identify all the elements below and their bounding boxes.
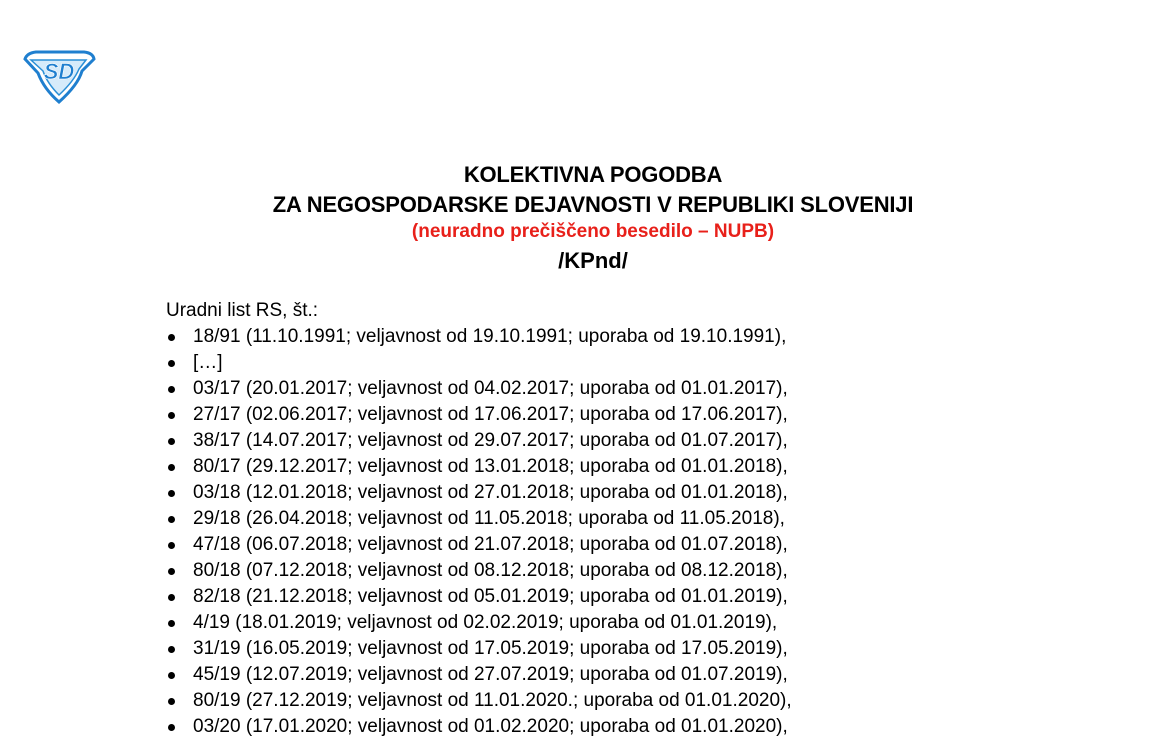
list-item [166, 480, 1126, 506]
list-item [166, 454, 1126, 480]
gazette-entry: 18/91 (11.10.1991; veljavnost od 19.10.1991; uporaba od 19.10.1991), [193, 326, 787, 347]
list-item [166, 350, 1126, 376]
gazette-entry: 4/19 (18.01.2019; veljavnost od 02.02.2019; uporaba od 01.01.2019), [193, 612, 778, 633]
gazette-entry: 80/17 (29.12.2017; veljavnost od 13.01.2018; uporaba od 01.01.2018), [193, 456, 788, 477]
document-header [0, 160, 1157, 278]
bullet-icon [168, 360, 175, 367]
list-item [166, 428, 1126, 454]
bullet-icon [168, 334, 175, 341]
sd-union-logo [22, 47, 96, 105]
gazette-entry: 03/18 (12.01.2018; veljavnost od 27.01.2018; uporaba od 01.01.2018), [193, 482, 788, 503]
shield-logo-icon [22, 47, 96, 105]
document-subtitle: (neuradno prečiščeno besedilo – NUPB) [411, 221, 775, 242]
list-item [166, 558, 1126, 584]
gazette-entry: 82/18 (21.12.2018; veljavnost od 05.01.2019; uporaba od 01.01.2019), [193, 586, 788, 607]
official-gazette-section [166, 298, 1126, 740]
gazette-entry: 47/18 (06.07.2018; veljavnost od 21.07.2018; uporaba od 01.07.2018), [193, 534, 788, 555]
bullet-icon [168, 724, 175, 731]
gazette-entry: 27/17 (02.06.2017; veljavnost od 17.06.2017; uporaba od 17.06.2017), [193, 404, 788, 425]
gazette-entry: 29/18 (26.04.2018; veljavnost od 11.05.2018; uporaba od 11.05.2018), [193, 508, 785, 529]
document-abbreviation: /KPnd/ [558, 248, 628, 273]
list-item [166, 376, 1126, 402]
gazette-entry: 38/17 (14.07.2017; veljavnost od 29.07.2017; uporaba od 01.07.2017), [193, 430, 788, 451]
bullet-icon [168, 672, 175, 679]
gazette-entry: 03/17 (20.01.2017; veljavnost od 04.02.2017; uporaba od 01.01.2017), [193, 378, 788, 399]
gazette-entry: […] [193, 352, 223, 373]
official-gazette-label: Uradni list RS, št.: [166, 300, 319, 321]
list-item [166, 402, 1126, 428]
bullet-icon [168, 568, 175, 575]
document-title-line1: KOLEKTIVNA POGODBA [463, 162, 723, 187]
gazette-entry: 80/19 (27.12.2019; veljavnost od 11.01.2020.; uporaba od 01.01.2020), [193, 690, 792, 711]
list-item [166, 662, 1126, 688]
bullet-icon [168, 490, 175, 497]
bullet-icon [168, 386, 175, 393]
bullet-icon [168, 542, 175, 549]
bullet-icon [168, 620, 175, 627]
official-gazette-list [166, 324, 1126, 740]
list-item [166, 636, 1126, 662]
list-item [166, 688, 1126, 714]
list-item [166, 324, 1126, 350]
gazette-entry: 80/18 (07.12.2018; veljavnost od 08.12.2018; uporaba od 08.12.2018), [193, 560, 788, 581]
logo-text: SD [43, 59, 75, 84]
gazette-entry: 31/19 (16.05.2019; veljavnost od 17.05.2019; uporaba od 17.05.2019), [193, 638, 788, 659]
gazette-entry: 03/20 (17.01.2020; veljavnost od 01.02.2020; uporaba od 01.01.2020), [193, 716, 788, 737]
gazette-entry: 45/19 (12.07.2019; veljavnost od 27.07.2019; uporaba od 01.07.2019), [193, 664, 788, 685]
list-item [166, 506, 1126, 532]
list-item [166, 610, 1126, 636]
list-item [166, 714, 1126, 740]
list-item [166, 584, 1126, 610]
bullet-icon [168, 438, 175, 445]
document-title-line2: ZA NEGOSPODARSKE DEJAVNOSTI V REPUBLIKI SLOVENIJI [272, 192, 914, 217]
bullet-icon [168, 698, 175, 705]
bullet-icon [168, 594, 175, 601]
bullet-icon [168, 412, 175, 419]
bullet-icon [168, 646, 175, 653]
list-item [166, 532, 1126, 558]
bullet-icon [168, 464, 175, 471]
bullet-icon [168, 516, 175, 523]
